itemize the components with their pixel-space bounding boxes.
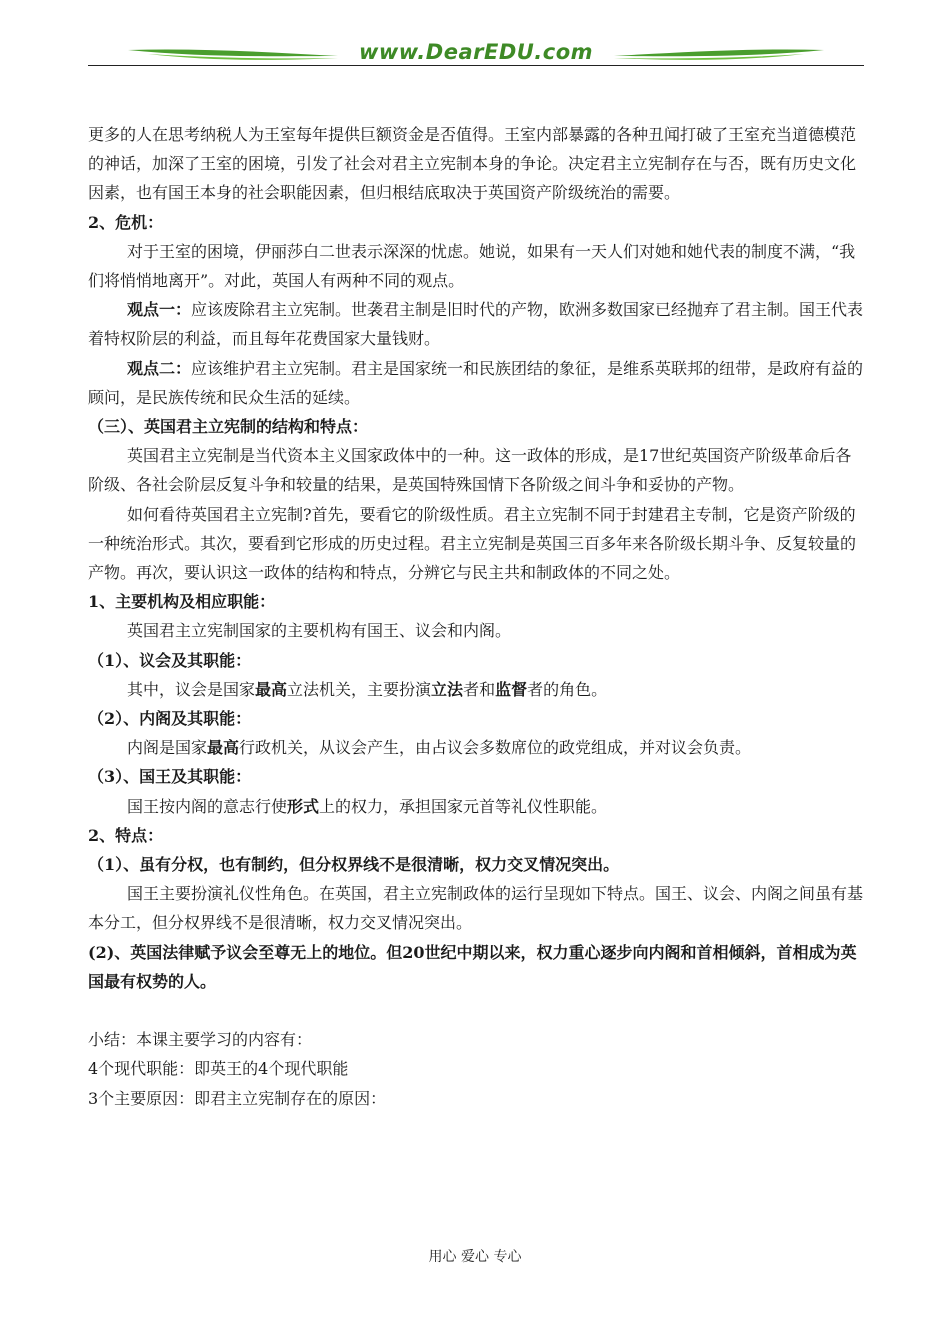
emphasis: 监督 bbox=[495, 679, 528, 699]
text-run: 国王按内阁的意志行使 bbox=[127, 796, 288, 816]
text-run: 者的角色。 bbox=[527, 679, 608, 699]
heading-organs: 1、主要机构及相应职能： bbox=[88, 592, 276, 612]
summary-title: 小结：本课主要学习的内容有： bbox=[88, 1030, 313, 1050]
text-run: 立法机关，主要扮演 bbox=[287, 679, 432, 699]
heading-feature-2: (2)、英国法律赋予议会至尊无上的地位。但20世纪中期以来，权力重心逐步向内阁和首相倾斜，首相成为英国最有权势的人。 bbox=[88, 942, 857, 991]
paragraph: 如何看待英国君主立宪制?首先，要看它的阶级性质。君主立宪制不同于封建君主专制，它是资产阶级的一种统治形式。其次，要看到它形成的历史过程。君主立宪制是英国三百多年来各阶级长期斗争、反复较量的产物。再次，要认识这一政体的结构和特点，分辨它与民主共和制政体的不同之处。 bbox=[88, 504, 857, 583]
viewpoint-one-label: 观点一： bbox=[127, 300, 192, 320]
emphasis: 最高 bbox=[255, 679, 288, 699]
document-body bbox=[88, 120, 864, 1113]
heading-section-3: （三）、英国君主立宪制的结构和特点： bbox=[88, 417, 369, 437]
text-run: 内阁是国家 bbox=[127, 738, 208, 758]
emphasis: 立法 bbox=[431, 679, 464, 699]
heading-crisis: 2、危机： bbox=[88, 212, 164, 232]
summary-item: 4个现代职能：即英王的4个现代职能 bbox=[88, 1059, 349, 1079]
viewpoint-one bbox=[88, 295, 864, 353]
summary-item: 3个主要原因：即君主立宪制存在的原因： bbox=[88, 1088, 387, 1108]
emphasis: 形式 bbox=[287, 796, 320, 816]
text-run: 其中，议会是国家 bbox=[127, 679, 256, 699]
header-divider bbox=[88, 65, 864, 66]
heading-feature-1: （1）、虽有分权，也有制约，但分权界线不是很清晰，权力交叉情况突出。 bbox=[88, 855, 620, 875]
emphasis: 最高 bbox=[207, 738, 240, 758]
page-footer: 用心 爱心 专心 bbox=[428, 1249, 522, 1265]
heading-parliament: （1）、议会及其职能： bbox=[88, 650, 252, 670]
site-header bbox=[88, 28, 864, 76]
paragraph: 国王主要扮演礼仪性角色。在英国，君主立宪制政体的运行呈现如下特点。国王、议会、内阁之间虽有基本分工，但分权界线不是很清晰，权力交叉情况突出。 bbox=[88, 884, 864, 933]
paragraph: 对于王室的困境，伊丽莎白二世表示深深的忧虑。她说，如果有一天人们对她和她代表的制度不满，“我们将悄悄地离开”。对此，英国人有两种不同的观点。 bbox=[88, 241, 856, 291]
viewpoint-two-text: 应该维护君主立宪制。君主是国家统一和民族团结的象征，是维系英联邦的纽带，是政府有益的顾问，是民族传统和民众生活的延续。 bbox=[88, 358, 864, 407]
viewpoint-two bbox=[88, 354, 864, 412]
heading-features: 2、特点： bbox=[88, 825, 164, 845]
paragraph: 英国君主立宪制是当代资本主义国家政体中的一种。这一政体的形成，是17世纪英国资产阶级革命后各阶级、各社会阶层反复斗争和较量的结果，是英国特殊国情下各阶级之间斗争和妥协的产物。 bbox=[88, 446, 852, 495]
text-run: 者和 bbox=[463, 679, 496, 699]
text-run: 行政机关，从议会产生，由占议会多数席位的政党组成，并对议会负责。 bbox=[239, 738, 752, 758]
parliament-text bbox=[88, 675, 864, 704]
heading-cabinet: （2）、内阁及其职能： bbox=[88, 709, 252, 729]
site-logo-text: www.DearEDU.com bbox=[358, 40, 594, 64]
king-text bbox=[88, 792, 864, 821]
viewpoint-one-text: 应该废除君主立宪制。世袭君主制是旧时代的产物，欧洲多数国家已经抛弃了君主制。国王代表着特权阶层的利益，而且每年花费国家大量钱财。 bbox=[88, 300, 864, 349]
paragraph: 更多的人在思考纳税人为王室每年提供巨额资金是否值得。王室内部暴露的各种丑闻打破了王室充当道德模范的神话，加深了王室的困境，引发了社会对君主立宪制本身的争论。决定君主立宪制存在与否，既有历史文化因素，也有国王本身的社会职能因素，但归根结底取决于英国资产阶级统治的需要。 bbox=[88, 125, 857, 203]
text-run: 上的权力，承担国家元首等礼仪性职能。 bbox=[319, 796, 608, 816]
cabinet-text bbox=[88, 733, 864, 762]
viewpoint-two-label: 观点二： bbox=[127, 358, 192, 378]
heading-king: （3）、国王及其职能： bbox=[88, 767, 252, 787]
spacer bbox=[88, 996, 864, 1025]
paragraph: 英国君主立宪制国家的主要机构有国王、议会和内阁。 bbox=[127, 621, 512, 641]
